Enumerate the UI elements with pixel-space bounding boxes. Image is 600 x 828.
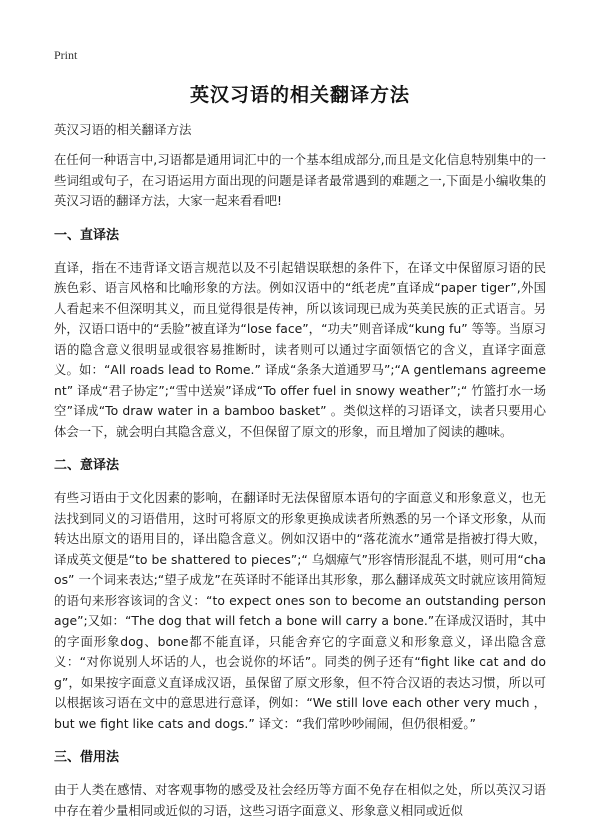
intro-paragraph: 在任何一种语言中,习语都是通用词汇中的一个基本组成部分,而且是文化信息特别集中的一些词组或句子，在习语运用方面出现的问题是译者最常遇到的难题之一,下面是小编收集的英汉习语的翻译方法，大家一起来看看吧! [54,152,546,208]
section-heading-literal: 一、直译法 [54,227,120,243]
section-paragraph-literal: 直译，指在不违背译文语言规范以及不引起错误联想的条件下，在译文中保留原习语的民族色彩、语言风格和比喻形象的方法。例如汉语中的“纸老虎”直译成“paper tiger”,外国人看起来不但深明其义，而且觉得很是传神，所以该词现已成为英美民族的正式语言。另外，汉语口语中的“丢脸”被直译为“lose face”，“功夫”则音译成“kung fu” 等等。当原习语的隐含意义很明显或很容易推断时，读者则可以通过字面领悟它的含义，直译字面意义。如：“All roads lead to Rome.” 译成“条条大道通罗马”;“A gentlemans agreement” 译成“君子协定”;“雪中送炭”译成“To offer fuel in snowy weather”;“ 竹篮打水一场空”译成“To draw water in a bamboo basket” 。类似这样的习语译文，读者只要用心体会一下，就会明白其隐含意义，不但保留了原文的形象，而且增加了阅读的趣味。 [54,259,546,439]
page-title: 英汉习语的相关翻译方法 [189,84,410,106]
section-paragraph-borrowing: 由于人类在感情、对客观事物的感受及社会经历等方面不免存在相似之处，所以英汉习语中存在着少量相同或近似的习语，这些习语字面意义、形象意义相同或近似 [54,782,546,818]
print-link[interactable]: Print [54,48,78,62]
section-heading-free: 二、意译法 [54,458,120,473]
section-heading-borrowing: 三、借用法 [54,750,120,765]
article-body [54,150,546,828]
document-subtitle: 英汉习语的相关翻译方法 [54,122,192,137]
section-paragraph-free: 有些习语由于文化因素的影响，在翻译时无法保留原本语句的字面意义和形象意义，也无法找到同义的习语借用，这时可将原文的形象更换成读者所熟悉的另一个译文形象，从而转达出原文的语用目的，译出隐含意义。例如汉语中的“落花流水”通常是指被打得大败，译成英文便是“to be shattered to pieces”;“ 乌烟瘴气”形容情形混乱不堪，则可用“chaos” 一个词来表达;“望子成龙”在英译时不能译出其形象，那么翻译成英文时就应该用简短的语句来形容该词的含义：“to expect ones son to become an outstanding personage”;又如：“The dog that will fetch a bone will carry a bone.”在译成汉语时，其中的字面形象dog、bone都不能直译，只能舍弃它的字面意义和形象意义，译出隐含意义：“对你说别人坏话的人，也会说你的坏话”。同类的例子还有“fight like cat and dog”，如果按字面意义直译成汉语，虽保留了原文形象，但不符合汉语的表达习惯，所以可以根据该习语在文中的意思进行意译，例如：“We still love each other very much ，but we fight like cats and dogs.” 译文：“我们常吵吵闹闹，但仍很相爱。” [54,490,546,731]
